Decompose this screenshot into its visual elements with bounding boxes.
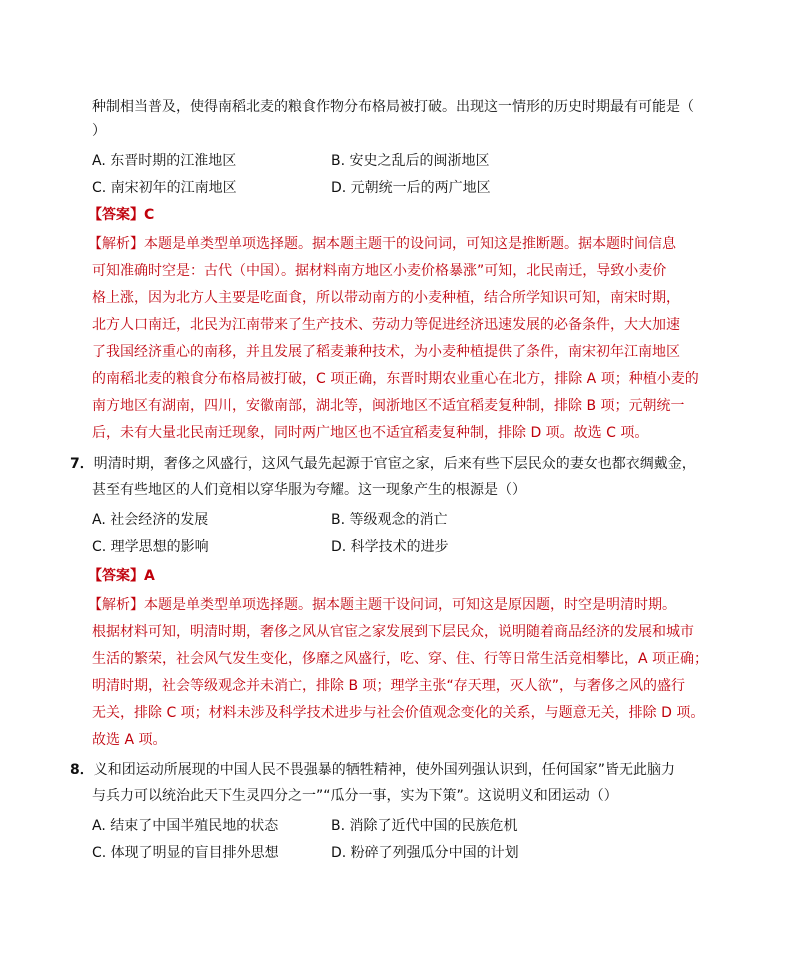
q8-stem-line-1 bbox=[70, 761, 675, 779]
q7-analysis-line-2: 根据材料可知，明清时期，奢侈之风从官宦之家发展到下层民众，说明随着商品经济的发展和城市 bbox=[92, 624, 694, 640]
q6-option-c: C. 南宋初年的江南地区 bbox=[92, 180, 237, 196]
q8-option-c: C. 体现了明显的盲目排外思想 bbox=[92, 845, 279, 861]
q7-analysis-line-5: 无关，排除 C 项；材料未涉及科学技术进步与社会价值观念变化的关系，与题意无关，排除 D 项。 bbox=[92, 705, 705, 721]
q7-answer-value: A bbox=[144, 568, 155, 584]
q6-analysis-line-3: 格上涨，因为北方人主要是吃面食，所以带动南方的小麦种植，结合所学知识可知，南宋时期， bbox=[92, 290, 680, 306]
q7-number: 7． bbox=[70, 456, 94, 472]
q6-analysis-line-8: 后，未有大量北民南迁现象，同时两广地区也不适宜稻麦复种制，排除 D 项。故选 C 项。 bbox=[92, 425, 649, 441]
q6-analysis-line-2: 可知准确时空是：古代（中国）。据材料南方地区小麦价格暴涨”可知，北民南迁，导致小麦价 bbox=[92, 263, 667, 279]
q8-stem-line-2: 与兵力可以统治此天下生灵四分之一”“瓜分一事，实为下策”。这说明义和团运动（） bbox=[92, 788, 618, 804]
q6-analysis-line-5: 了我国经济重心的南移，并且发展了稻麦兼种技术，为小麦种植提供了条件，南宋初年江南地区 bbox=[92, 344, 680, 360]
q7-stem-line-1 bbox=[70, 455, 696, 473]
q6-analysis-line-4: 北方人口南迁，北民为江南带来了生产技术、劳动力等促进经济迅速发展的必备条件，大大加速 bbox=[92, 317, 680, 333]
q7-analysis-line-3: 生活的繁荣，社会风气发生变化，侈靡之风盛行，吃、穿、住、行等日常生活竞相攀比，A 项正确； bbox=[92, 651, 709, 667]
q6-option-d: D. 元朝统一后的两广地区 bbox=[331, 180, 491, 196]
q8-stem-text-1: 义和团运动所展现的中国人民不畏强暴的牺牲精神，使外国列强认识到，任何国家”皆无此脑力 bbox=[93, 762, 676, 778]
q6-analysis-line-1: 【解析】本题是单类型单项选择题。据本题主题干的设问词，可知这是推断题。据本题时间信息 bbox=[88, 236, 676, 252]
q7-analysis-line-6: 故选 A 项。 bbox=[92, 732, 167, 748]
q7-analysis-line-4: 明清时期，社会等级观念并未消亡，排除 B 项；理学主张“存天理，灭人欲”，与奢侈之风的盛行 bbox=[92, 678, 686, 694]
q8-option-a: A. 结束了中国半殖民地的状态 bbox=[92, 818, 279, 834]
q6-answer bbox=[88, 206, 154, 224]
q7-answer-label: 【答案】 bbox=[88, 568, 144, 584]
q7-option-b: B. 等级观念的消亡 bbox=[331, 512, 448, 528]
q6-analysis-line-6: 的南稻北麦的粮食分布格局被打破，C 项正确，东晋时期农业重心在北方，排除 A 项；种植小麦的 bbox=[92, 371, 699, 387]
q6-stem-line-1: 种制相当普及，使得南稻北麦的粮食作物分布格局被打破。出现这一情形的历史时期最有可能是（ bbox=[92, 99, 694, 115]
q6-option-a: A. 东晋时期的江淮地区 bbox=[92, 153, 237, 169]
q7-option-c: C. 理学思想的影响 bbox=[92, 539, 209, 555]
q6-answer-value: C bbox=[144, 207, 155, 223]
q7-option-a: A. 社会经济的发展 bbox=[92, 512, 209, 528]
q7-analysis-line-1: 【解析】本题是单类型单项选择题。据本题主题干设问词，可知这是原因题，时空是明清时期。 bbox=[88, 597, 676, 613]
q6-answer-label: 【答案】 bbox=[88, 207, 144, 223]
q6-option-b: B. 安史之乱后的闽浙地区 bbox=[331, 153, 490, 169]
q7-stem-text-1: 明清时期，奢侈之风盛行，这风气最先起源于官宦之家，后来有些下层民众的妻女也都衣绸戴金， bbox=[93, 456, 696, 472]
q6-stem-line-2: ） bbox=[92, 123, 106, 139]
q7-stem-line-2: 甚至有些地区的人们竟相以穿华服为夸耀。这一现象产生的根源是（） bbox=[92, 482, 526, 498]
q6-analysis-line-7: 南方地区有湖南，四川，安徽南部，湖北等，闽浙地区不适宜稻麦复种制，排除 B 项；元朝统一 bbox=[92, 398, 685, 414]
q8-number: 8． bbox=[70, 762, 94, 778]
q8-option-b: B. 消除了近代中国的民族危机 bbox=[331, 818, 518, 834]
q7-answer bbox=[88, 567, 155, 585]
q7-option-d: D. 科学技术的进步 bbox=[331, 539, 449, 555]
q8-option-d: D. 粉碎了列强瓜分中国的计划 bbox=[331, 845, 519, 861]
